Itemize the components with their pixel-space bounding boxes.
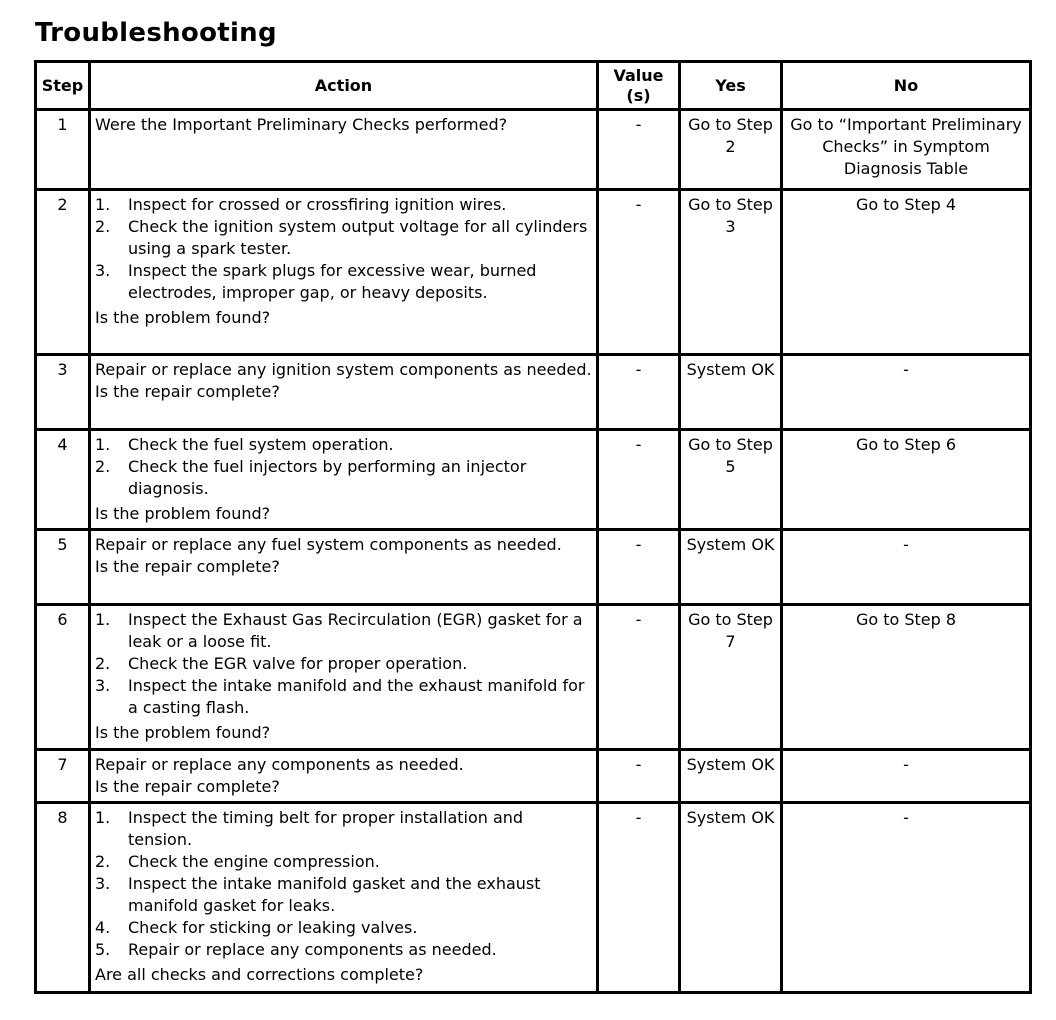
action-question: Is the repair complete? (95, 777, 280, 796)
action-item-text: Inspect the Exhaust Gas Recirculation (EGR) gasket for a leak or a loose fit. (128, 610, 583, 651)
no-cell: - (782, 750, 1031, 803)
table-row (36, 190, 1031, 355)
action-question: Were the Important Preliminary Checks performed? (95, 115, 508, 134)
yes-cell: System OK (680, 530, 782, 605)
action-question: Is the repair complete? (95, 557, 280, 576)
step-cell: 2 (36, 190, 90, 355)
action-item-text: Check the fuel system operation. (128, 435, 394, 454)
action-item (95, 653, 592, 675)
step-cell: 8 (36, 803, 90, 993)
action-item-text: Check the ignition system output voltage for all cylinders using a spark tester. (128, 217, 588, 258)
action-item-number: 4. (95, 918, 111, 937)
no-cell: - (782, 530, 1031, 605)
table-row (36, 355, 1031, 430)
page-title: Troubleshooting (35, 18, 277, 48)
action-cell (90, 110, 598, 190)
action-item-number: 1. (95, 435, 111, 454)
action-item (95, 216, 592, 260)
action-item (95, 675, 592, 719)
action-item-number: 2. (95, 217, 111, 236)
no-cell: - (782, 803, 1031, 993)
action-question: Is the problem found? (95, 504, 271, 523)
action-item (95, 434, 592, 456)
action-item (95, 873, 592, 917)
step-cell: 3 (36, 355, 90, 430)
action-question: Repair or replace any ignition system components as needed. (95, 360, 592, 379)
yes-cell: Go to Step 5 (680, 430, 782, 530)
action-question: Is the problem found? (95, 308, 271, 327)
step-cell: 4 (36, 430, 90, 530)
action-item (95, 851, 592, 873)
action-cell (90, 803, 598, 993)
action-cell (90, 190, 598, 355)
action-list (95, 434, 592, 500)
action-item (95, 194, 592, 216)
action-question: Is the repair complete? (95, 382, 280, 401)
action-cell (90, 605, 598, 750)
action-item-text: Inspect the intake manifold and the exhaust manifold for a casting flash. (128, 676, 585, 717)
table-row (36, 430, 1031, 530)
no-cell: Go to “Important Preliminary Checks” in Symptom Diagnosis Table (782, 110, 1031, 190)
table-row (36, 110, 1031, 190)
value-cell: - (598, 110, 680, 190)
action-item (95, 807, 592, 851)
value-cell: - (598, 355, 680, 430)
action-cell (90, 355, 598, 430)
action-cell (90, 430, 598, 530)
action-item-number: 2. (95, 654, 111, 673)
yes-cell: System OK (680, 803, 782, 993)
action-item-number: 3. (95, 676, 111, 695)
table-row (36, 803, 1031, 993)
yes-cell: System OK (680, 750, 782, 803)
action-item (95, 939, 592, 961)
action-item-number: 2. (95, 457, 111, 476)
action-question: Repair or replace any components as needed. (95, 755, 464, 774)
yes-cell: Go to Step 7 (680, 605, 782, 750)
value-cell: - (598, 803, 680, 993)
action-item-text: Inspect the timing belt for proper installation and tension. (128, 808, 524, 849)
action-item-number: 2. (95, 852, 111, 871)
step-cell: 5 (36, 530, 90, 605)
no-cell: Go to Step 6 (782, 430, 1031, 530)
header-action: Action (90, 62, 598, 110)
no-cell: Go to Step 8 (782, 605, 1031, 750)
action-item-text: Inspect the intake manifold gasket and the exhaust manifold gasket for leaks. (128, 874, 541, 915)
action-item (95, 260, 592, 304)
header-row (36, 62, 1031, 110)
troubleshooting-table (34, 60, 1032, 994)
action-question: Are all checks and corrections complete? (95, 965, 424, 984)
action-item-text: Inspect for crossed or crossfiring ignition wires. (128, 195, 507, 214)
value-cell: - (598, 530, 680, 605)
action-item-number: 1. (95, 610, 111, 629)
action-item-number: 5. (95, 940, 111, 959)
value-cell: - (598, 430, 680, 530)
action-list (95, 807, 592, 961)
no-cell: - (782, 355, 1031, 430)
action-item (95, 609, 592, 653)
action-item-text: Repair or replace any components as needed. (128, 940, 497, 959)
action-item-text: Check the EGR valve for proper operation. (128, 654, 468, 673)
header-value: Value (s) (598, 62, 680, 110)
header-step: Step (36, 62, 90, 110)
value-cell: - (598, 605, 680, 750)
table-row (36, 750, 1031, 803)
step-cell: 6 (36, 605, 90, 750)
action-question: Is the problem found? (95, 723, 271, 742)
table-row (36, 530, 1031, 605)
header-no: No (782, 62, 1031, 110)
action-list (95, 609, 592, 719)
action-item-text: Inspect the spark plugs for excessive wear, burned electrodes, improper gap, or heavy deposits. (128, 261, 537, 302)
yes-cell: Go to Step 2 (680, 110, 782, 190)
table-row (36, 605, 1031, 750)
action-item-number: 3. (95, 261, 111, 280)
no-cell: Go to Step 4 (782, 190, 1031, 355)
action-question: Repair or replace any fuel system components as needed. (95, 535, 562, 554)
value-cell: - (598, 190, 680, 355)
action-item-text: Check for sticking or leaking valves. (128, 918, 418, 937)
action-cell (90, 750, 598, 803)
action-item (95, 456, 592, 500)
step-cell: 1 (36, 110, 90, 190)
yes-cell: System OK (680, 355, 782, 430)
action-list (95, 194, 592, 304)
action-cell (90, 530, 598, 605)
action-item-number: 1. (95, 808, 111, 827)
action-item-number: 1. (95, 195, 111, 214)
action-item-number: 3. (95, 874, 111, 893)
yes-cell: Go to Step 3 (680, 190, 782, 355)
action-item (95, 917, 592, 939)
action-item-text: Check the fuel injectors by performing an injector diagnosis. (128, 457, 527, 498)
header-yes: Yes (680, 62, 782, 110)
action-item-text: Check the engine compression. (128, 852, 380, 871)
step-cell: 7 (36, 750, 90, 803)
value-cell: - (598, 750, 680, 803)
